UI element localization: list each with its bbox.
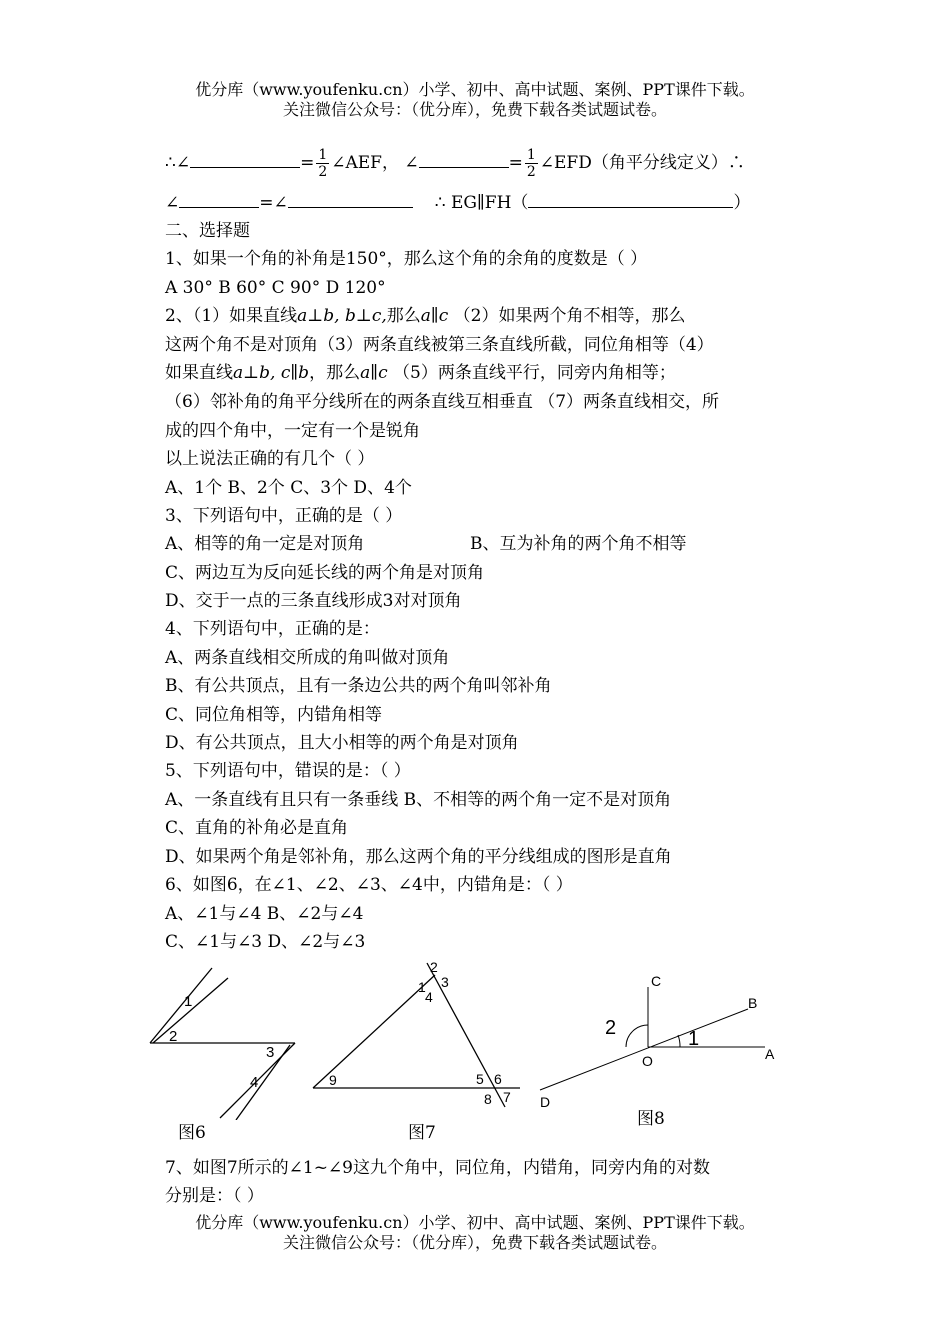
proof-text: ） bbox=[733, 193, 751, 213]
q2-options: A、1个 B、2个 C、3个 D、4个 bbox=[165, 478, 412, 498]
fig8-label-D: D bbox=[540, 1094, 551, 1110]
q2-text: （5）两条直线平行，同旁内角相等； bbox=[393, 363, 676, 383]
fig6-label-1: 1 bbox=[184, 993, 193, 1010]
q4-option-c: C、同位角相等，内错角相等 bbox=[165, 705, 383, 725]
q2-text: ，那么 bbox=[309, 363, 361, 383]
q2-text: （2）如果两个角不相等，那么 bbox=[453, 306, 686, 326]
section-title: 二、选择题 bbox=[165, 221, 250, 241]
answer-blank[interactable] bbox=[288, 193, 413, 208]
fig8-label-B: B bbox=[748, 995, 758, 1011]
proof-text: = bbox=[300, 153, 315, 173]
fig6-upper-line-2 bbox=[153, 978, 228, 1043]
q3-option-d: D、交于一点的三条直线形成3对对顶角 bbox=[165, 591, 462, 611]
proof-line-2 bbox=[165, 192, 750, 214]
q2-text: 那么 bbox=[386, 306, 421, 326]
header-line-2: 关注微信公众号：（优分库），免费下载各类试题试卷。 bbox=[282, 100, 667, 119]
fig6-caption: 图6 bbox=[178, 1123, 206, 1143]
fig8-label-1: 1 bbox=[688, 1028, 700, 1050]
answer-blank[interactable] bbox=[190, 153, 300, 168]
proof-text: ∠ bbox=[165, 193, 180, 213]
fig8-label-A: A bbox=[765, 1046, 775, 1062]
q5-options-ab: A、一条直线有且只有一条垂线 B、不相等的两个角一定不是对顶角 bbox=[165, 790, 672, 810]
fig8-label-C: C bbox=[651, 973, 662, 989]
header-line-1: 优分库（www.youfenku.cn）小学、初中、高中试题、案例、PPT课件下载。 bbox=[195, 80, 755, 99]
q2-line-1 bbox=[165, 305, 686, 327]
q2-line-6: 以上说法正确的有几个（ ） bbox=[165, 449, 375, 469]
q5-option-c: C、直角的补角必是直角 bbox=[165, 818, 349, 838]
q6-stem: 6、如图6，在∠1、∠2、∠3、∠4中，内错角是：（ ） bbox=[165, 875, 573, 895]
q4-stem: 4、下列语句中，正确的是： bbox=[165, 619, 380, 639]
fig8-line-DB bbox=[540, 1009, 748, 1090]
q3-option-a: A、相等的角一定是对顶角 bbox=[165, 534, 365, 554]
fig8-caption: 图8 bbox=[637, 1109, 665, 1129]
fig6-lower-line-2 bbox=[236, 1045, 290, 1120]
q6-options-cd: C、∠1与∠3 D、∠2与∠3 bbox=[165, 932, 366, 952]
answer-blank[interactable] bbox=[419, 153, 509, 168]
q2-math: a⊥b, b⊥c, bbox=[297, 306, 387, 326]
fraction-numerator: 1 bbox=[526, 147, 536, 163]
fig8-label-O: O bbox=[642, 1053, 653, 1069]
fig6-label-4: 4 bbox=[250, 1074, 259, 1091]
q2-line-2: 这两个角不是对顶角（3）两条直线被第三条直线所截，同位角相等（4） bbox=[165, 335, 714, 355]
fig7-label-3: 3 bbox=[441, 974, 449, 990]
q5-stem: 5、下列语句中，错误的是：（ ） bbox=[165, 761, 411, 781]
q2-line-4: （6）邻补角的角平分线所在的两条直线互相垂直 （7）两条直线相交，所 bbox=[165, 392, 720, 412]
footer-line-2: 关注微信公众号：（优分库），免费下载各类试题试卷。 bbox=[282, 1233, 667, 1252]
q2-line-3 bbox=[165, 362, 676, 384]
fig7-label-1: 1 bbox=[418, 979, 426, 995]
proof-text: =∠ bbox=[259, 193, 288, 213]
fig7-label-5: 5 bbox=[476, 1071, 484, 1087]
proof-line-1 bbox=[165, 146, 745, 180]
figure-8 bbox=[530, 965, 790, 1115]
fig8-label-2: 2 bbox=[605, 1017, 617, 1039]
q3-option-c: C、两边互为反向延长线的两个角是对顶角 bbox=[165, 563, 485, 583]
q4-option-a: A、两条直线相交所成的角叫做对顶角 bbox=[165, 648, 450, 668]
q2-line-5: 成的四个角中，一定有一个是锐角 bbox=[165, 421, 420, 441]
proof-text: ∴∠ bbox=[165, 153, 191, 173]
q2-text: 2、（1）如果直线 bbox=[165, 306, 298, 326]
q7-line-1: 7、如图7所示的∠1~∠9这九个角中，同位角，内错角，同旁内角的对数 bbox=[165, 1158, 710, 1178]
fig7-label-6: 6 bbox=[494, 1071, 502, 1087]
fig7-label-4: 4 bbox=[425, 989, 433, 1005]
fig8-arc-1 bbox=[678, 1035, 680, 1047]
figure-6 bbox=[140, 960, 310, 1120]
fig6-upper-line-1 bbox=[150, 968, 212, 1043]
fig6-label-3: 3 bbox=[266, 1044, 275, 1061]
q7-line-2: 分别是：（ ） bbox=[165, 1186, 264, 1206]
q5-option-d: D、如果两个角是邻补角，那么这两个角的平分线组成的图形是直角 bbox=[165, 847, 672, 867]
fig7-caption: 图7 bbox=[408, 1123, 436, 1143]
fraction-denominator: 2 bbox=[526, 164, 536, 180]
q4-option-b: B、有公共顶点，且有一条边公共的两个角叫邻补角 bbox=[165, 676, 552, 696]
fraction-half bbox=[316, 147, 329, 180]
q3-stem: 3、下列语句中，正确的是（ ） bbox=[165, 506, 403, 526]
proof-text: ∴ EG∥FH（ bbox=[434, 193, 529, 213]
fig8-arc-2 bbox=[626, 1025, 648, 1047]
fraction-half bbox=[525, 147, 538, 180]
q2-math: a⊥b, c∥b bbox=[233, 363, 310, 383]
answer-blank[interactable] bbox=[179, 193, 259, 208]
q6-options-ab: A、∠1与∠4 B、∠2与∠4 bbox=[165, 904, 364, 924]
proof-text: ∠EFD（角平分线定义）∴ bbox=[539, 153, 745, 173]
fraction-denominator: 2 bbox=[318, 164, 328, 180]
fig7-label-8: 8 bbox=[484, 1091, 492, 1107]
fig7-label-7: 7 bbox=[503, 1089, 511, 1105]
fig7-label-9: 9 bbox=[329, 1072, 337, 1088]
q4-option-d: D、有公共顶点，且大小相等的两个角是对顶角 bbox=[165, 733, 519, 753]
proof-text: = bbox=[508, 153, 523, 173]
q3-option-b: B、互为补角的两个角不相等 bbox=[470, 534, 687, 554]
q1-stem: 1、如果一个角的补角是150°，那么这个角的余角的度数是（ ） bbox=[165, 249, 648, 269]
answer-blank[interactable] bbox=[528, 193, 733, 208]
q1-options: A 30° B 60° C 90° D 120° bbox=[165, 278, 386, 298]
q2-text: 如果直线 bbox=[165, 363, 233, 383]
fig6-label-2: 2 bbox=[169, 1028, 178, 1045]
fig7-label-2: 2 bbox=[430, 959, 438, 975]
q2-math: a∥c bbox=[420, 306, 449, 326]
proof-text: ∠AEF， ∠ bbox=[331, 153, 419, 173]
fraction-numerator: 1 bbox=[318, 147, 328, 163]
figure-7 bbox=[305, 955, 525, 1115]
footer-line-1: 优分库（www.youfenku.cn）小学、初中、高中试题、案例、PPT课件下载。 bbox=[195, 1213, 755, 1232]
q2-math: a∥c bbox=[360, 363, 388, 383]
